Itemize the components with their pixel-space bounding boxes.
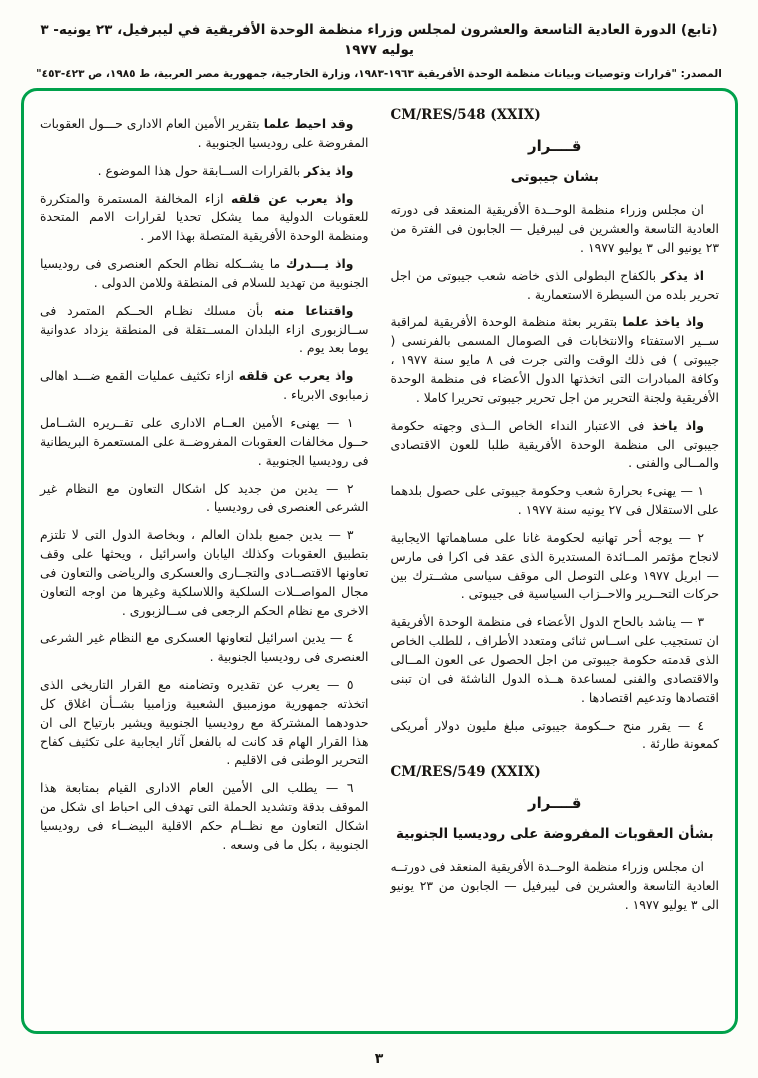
paragraph: ٦ — يطلب الى الأمين العام الادارى القيام بمتابعة هذا الموقف بدقة وتشديد الحملة التى تهدف الى احباط اى شكل من اشكال التعاون مع نظــام حكم الاقلية البيضــاء فى روديسيا الجنوبية ، بكل ما فى وسعه . (40, 780, 369, 852)
column-right (391, 103, 720, 1023)
resolution-subtitle: بشان جيبوتى (510, 169, 599, 185)
paragraph: ١ — يهنىء الأمين العــام الادارى على تقــريره الشــامل حــول مخالفات العقوبات المفروضــة على المستعمرة البريطانية فى روديسيا الجنوبية . (40, 414, 369, 468)
document-header (28, 20, 730, 81)
paragraph: واذ ياخذ علما بتقرير بعثة منظمة الوحدة الأفريقية لمراقبة ســير الاستفتاء والانتخابات فى الصومال المسمى بالفرنسى ( جيبوتى ) فى ذلك الوقت والتى جرت فى ٨ مايو سنة ١٩٧٧ ، وكافة المبادرات التى اتخذتها الدول الأعضاء فى منظمة الوحدة الأفريقية ولجنة التحرير من اجل تحرير جيبوتى تحريرا كاملا . (390, 314, 719, 405)
resolution-title: قــــرار (528, 137, 582, 155)
page-number: ٣ (374, 1051, 384, 1067)
paragraph: ٥ — يعرب عن تقديره وتضامنه مع القرار التاريخى الذى اتخذته جمهورية موزمبيق الشعبية وزامبيا بشــأن اغلاق كل حدودهما المشتركة مع روديسيا الجنوبية ويشير بارتياح الى ان هذا القرار الهام قد كانت له بالفعل آثار ايجابية على تكثيف كفاح التحرير الوطنى فى الاقليم . (40, 677, 369, 768)
paragraph: واذ ياخذ فى الاعتبار النداء الخاص الــذى وجهته حكومة جيبوتى الى منظمة الوحدة الأفريقية طلبا للعون الاقتصادى والمــالى والفنى . (390, 417, 719, 471)
paragraph: ٢ — يدين من جديد كل اشكال التعاون مع النظام غير الشرعى العنصرى فى روديسيا . (40, 480, 369, 515)
paragraph: ٣ — يناشد بالحاح الدول الأعضاء فى منظمة الوحدة الأفريقية ان تستجيب على اســاس ثنائى ومتعدد الأطراف ، للطلب الخاص الذى قدمته حكومة جيبوتى من اجل الحصول عى العون المــالى والاقتصادى والفنى لمساعدة هــذه الدول الناشئة فى ان تبنى اقتصادها وتدعيم اقتصادها . (390, 614, 719, 705)
paragraph: ٤ — يقرر منح حــكومة جيبوتى مبلغ مليون دولار أمريكى كمعونة طارئة . (390, 717, 719, 752)
paragraph: ٤ — يدين اسرائيل لتعاونها العسكرى مع النظام غير الشرعى العنصرى فى روديسيا الجنوبية . (40, 630, 369, 665)
paragraph: ان مجلس وزراء منظمة الوحــدة الأفريقية المنعقد فى دورتــه العادية التاسعة والعشرين فى ليبرفيل — الجابون من ٢٣ يونيو الى ٣ يوليو ١٩٧٧ . (390, 859, 719, 913)
paragraph: واذ يعرب عن قلقه ازاء تكثيف عمليات القمع ضـــد اهالى زمبابوى الابرياء . (40, 368, 369, 403)
paragraph: واذ يذكر بالقرارات الســابقة حول هذا الموضوع . (97, 162, 354, 178)
paragraph: ٢ — يوجه أحر تهانيه لحكومة غانا على مساهماتها الايجابية لانجاح مؤتمر المــائدة المستديرة الذى عقد فى اكرا فى مارس— ابريل ١٩٧٧ وعلى التوصل الى موقف سياسى مشــترك بين حركات التحــرير والاحــزاب السياسية فى جيبوتى . (390, 529, 720, 602)
paragraph: اذ يذكر بالكفاح البطولى الذى خاضه شعب جيبوتى من اجل تحرير بلده من السيطرة الاستعمارية . (390, 267, 719, 302)
two-column-text (40, 103, 719, 1023)
paragraph: واذ يعرب عن قلقه ازاء المخالفة المستمرة والمتكررة للعقوبات الدولية مما يشكل تحديا لقرارات الامم المتحدة ومنظمة الوحدة الأفريقية المتصلة بهذا الامر . (40, 190, 369, 244)
paragraph: ان مجلس وزراء منظمة الوحــدة الأفريقية المنعقد فى دورته العادية التاسعة والعشرين فى ليبرفيل — الجابون فى الفترة من ٢٣ يونيو الى ٣ يوليو ١٩٧٧ . (390, 202, 719, 255)
resolution-ref: CM/RES/548 (XXIX) (390, 107, 541, 123)
resolution-ref: CM/RES/549 (XXIX) (390, 764, 541, 781)
column-left (40, 103, 369, 1023)
resolution-subtitle: بشأن العقوبات المفروضة على روديسيا الجنوبية (395, 826, 714, 843)
header-title: (تابع) الدورة العادية التاسعة والعشرون لمجلس وزراء منظمة الوحدة الأفريقية في ليبرفيل، ٢٣ يونيه- ٣ يوليه ١٩٧٧ (40, 22, 718, 59)
paragraph: ٣ — يدين جميع بلدان العالم ، وبخاصة الدول التى لا تلتزم بتطبيق العقوبات وكذلك اليابان واسرائيل ، ويحثها على وقف تعاونها الاقتصــادى والتجــارى والعسكرى والرياضى والتعاون فى مجال المواصــلات السلكية واللاسلكية وغيرها من اوجه التعاون الاخرى مع نظام الحكم الرجعى فى ســالزبورى . (40, 527, 369, 618)
resolution-title: قــــرار (528, 794, 582, 813)
header-source: المصدر: "قرارات وتوصيات وبيانات منظمة الوحدة الأفريقية ١٩٦٣-١٩٨٣، وزارة الخارجية، جمهورية مصر العربية، ط ١٩٨٥، ص ٤٢٣-٤٥٣" (36, 67, 722, 80)
document-border (21, 88, 738, 1034)
paragraph: وقد احيط علما بتقرير الأمين العام الادارى حـــول العقوبات المفروضة على روديسيا الجنوبية . (40, 116, 369, 150)
paragraph: ١ — يهنىء بحرارة شعب وحكومة جيبوتى على حصول بلدهما على الاستقلال فى ٢٧ يونيه سنة ١٩٧٧ . (390, 483, 719, 518)
paragraph: واقتناعا منه بأن مسلك نظـام الحــكم المتمرد فى ســالزبورى ازاء البلدان المســتقلة فى المنطقة يزداد عدوانية يوما بعد يوم . (40, 302, 369, 356)
paragraph: واذ يـــدرك ما يشــكله نظام الحكم العنصرى فى روديسيا الجنوبية من تهديد للسلام فى المنطقة وللامن الدولى . (40, 256, 369, 290)
